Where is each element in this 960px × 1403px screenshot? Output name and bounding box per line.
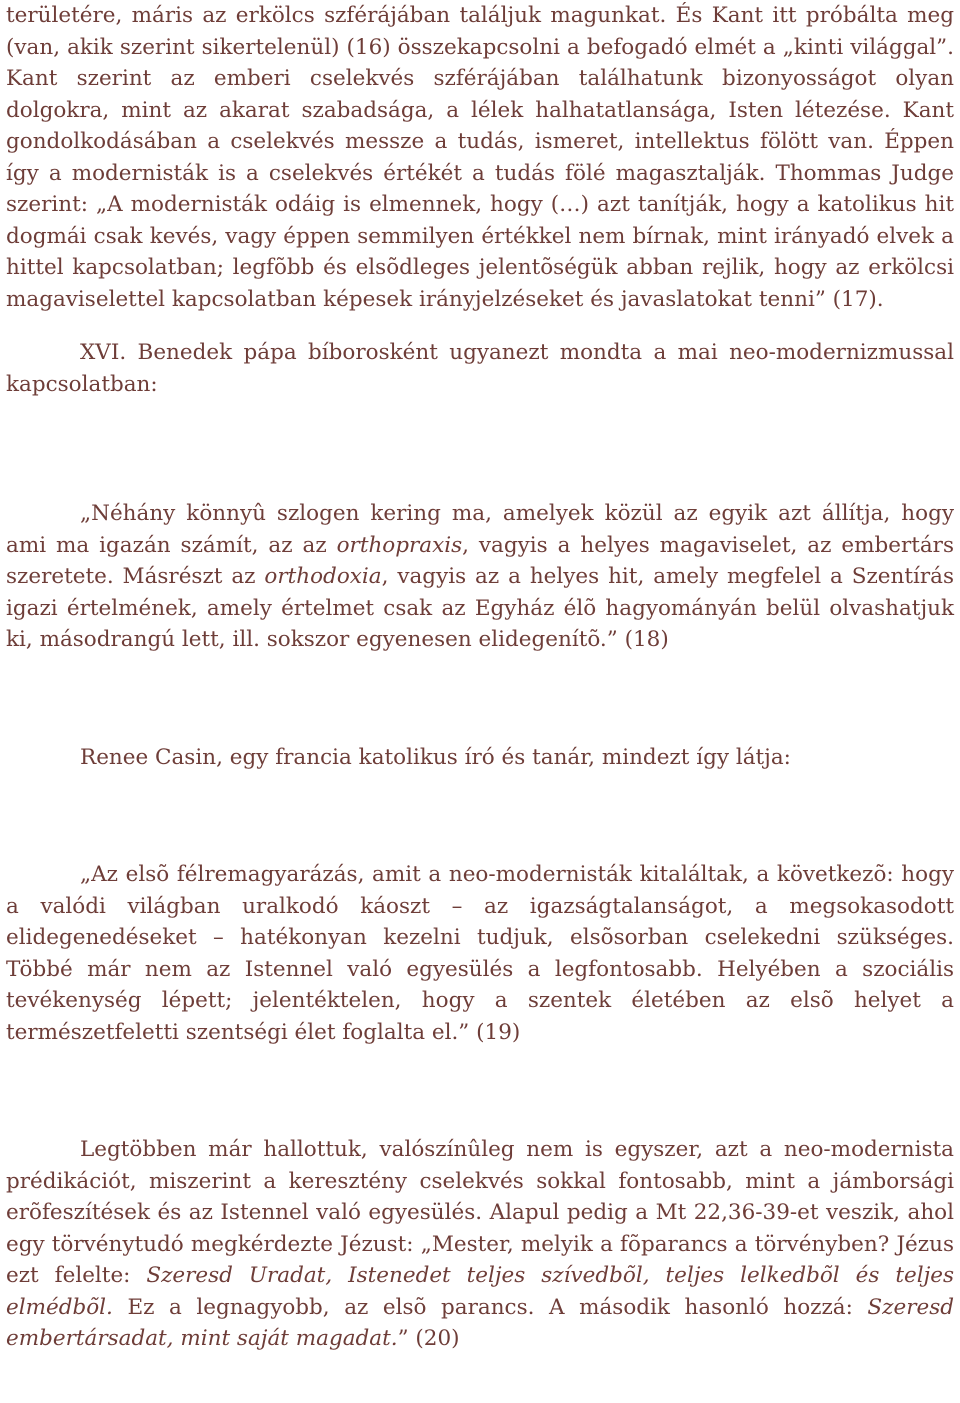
paragraph-kant-modernists: területére, máris az erkölcs szférájában találjuk magunkat. És Kant itt próbálta meg (van, akik szerint sikertelenül) (16) összekapcsolni a befogadó elmét a „kinti világgal”. Kant szerint az emberi cselekvés szférájában találhatunk bizonyosságot olyan dolgokra, mint az akarat szabadsága, a lélek halhatatlansága, Isten létezése. Kant gondolkodásában a cselekvés messze a tudás, ismeret, intellektus fölött van. Éppen így a modernisták is a cselekvés értékét a tudás fölé magasztalják. Thommas Judge szerint: „A modernisták odáig is elmennek, hogy (…) azt tanítják, hogy a katolikus hit dogmái csak kevés, vagy éppen semmilyen értékkel nem bírnak, mint irányadó elvek a hittel kapcsolatban; legfõbb és elsõdleges jelentõségük abban rejlik, hogy az erkölcsi magaviselettel kapcsolatban képesek irányjelzéseket és javaslatokat tenni” (17). (6, 3, 954, 312)
paragraph-casin-intro: Renee Casin, egy francia katolikus író és tanár, mindezt így látja: (80, 744, 791, 770)
sermon-part1: Legtöbben már hallottuk, valószínûleg nem is egyszer, azt a neo-modernista prédikációt, miszerint a keresztény cselekvés sokkal fontosabb, mint a jámborsági erõfeszítések és az Istennel való egyesülés. Alapul pedig a Mt 22,36-39-et veszik, ahol egy törvénytudó megkérdezte Jézust: „Mester, melyik a fõparancs a törvényben? Jézus ezt felelte: (6, 1137, 954, 1288)
paragraph-benedict-intro: XVI. Benedek pápa bíborosként ugyanezt mondta a mai neo-modernizmussal kapcsolatban: (6, 340, 954, 397)
quote-benedict (6, 498, 954, 656)
paragraph-neo-modernist-sermon (6, 1134, 954, 1355)
quote-benedict-part3: , vagyis az a helyes hit, amely megfelel a Szentírás igazi értelmének, amely értelmet csak az Egyház élõ hagyományán belül olvashatjuk ki, másodrangú lett, ill. sokszor egyenesen elidegenítõ.” (18) (6, 564, 954, 652)
term-orthopraxis: orthopraxis (336, 532, 463, 558)
scripture-second-commandment: Szeresd embertársadat, mint saját magadat. (6, 1294, 954, 1351)
quote-benedict-part2: , vagyis a helyes magaviselet, az embertárs szeretete. Másrészt az (6, 532, 954, 589)
quote-benedict-part1: „Néhány könnyû szlogen kering ma, amelyek közül az egyik azt állítja, hogy ami ma igazán számít, az az (6, 501, 954, 558)
sermon-part3: ” (20) (397, 1326, 460, 1351)
scripture-first-commandment: Szeresd Uradat, Istenedet teljes szívedbõl, teljes lelkedbõl és teljes elmédbõl. (6, 1263, 955, 1320)
quote-casin: „Az elsõ félremagyarázás, amit a neo-modernisták kitaláltak, a következõ: hogy a valódi világban uralkodó káoszt – az igazságtalanságot, a megsokasodott elidegenedéseket – hatékonyan kezelni tudjuk, elsõsorban cselekedni szükséges. Többé már nem az Istennel való egyesülés a legfontosabb. Helyében a szociális tevékenység lépett; jelentéktelen, hogy a szentek életében az elsõ helyet a természetfeletti szentségi élet foglalta el.” (19) (6, 862, 954, 1045)
term-orthodoxia: orthodoxia (264, 564, 382, 589)
sermon-part2: Ez a legnagyobb, az elsõ parancs. A második hasonló hozzá: (112, 1294, 868, 1320)
